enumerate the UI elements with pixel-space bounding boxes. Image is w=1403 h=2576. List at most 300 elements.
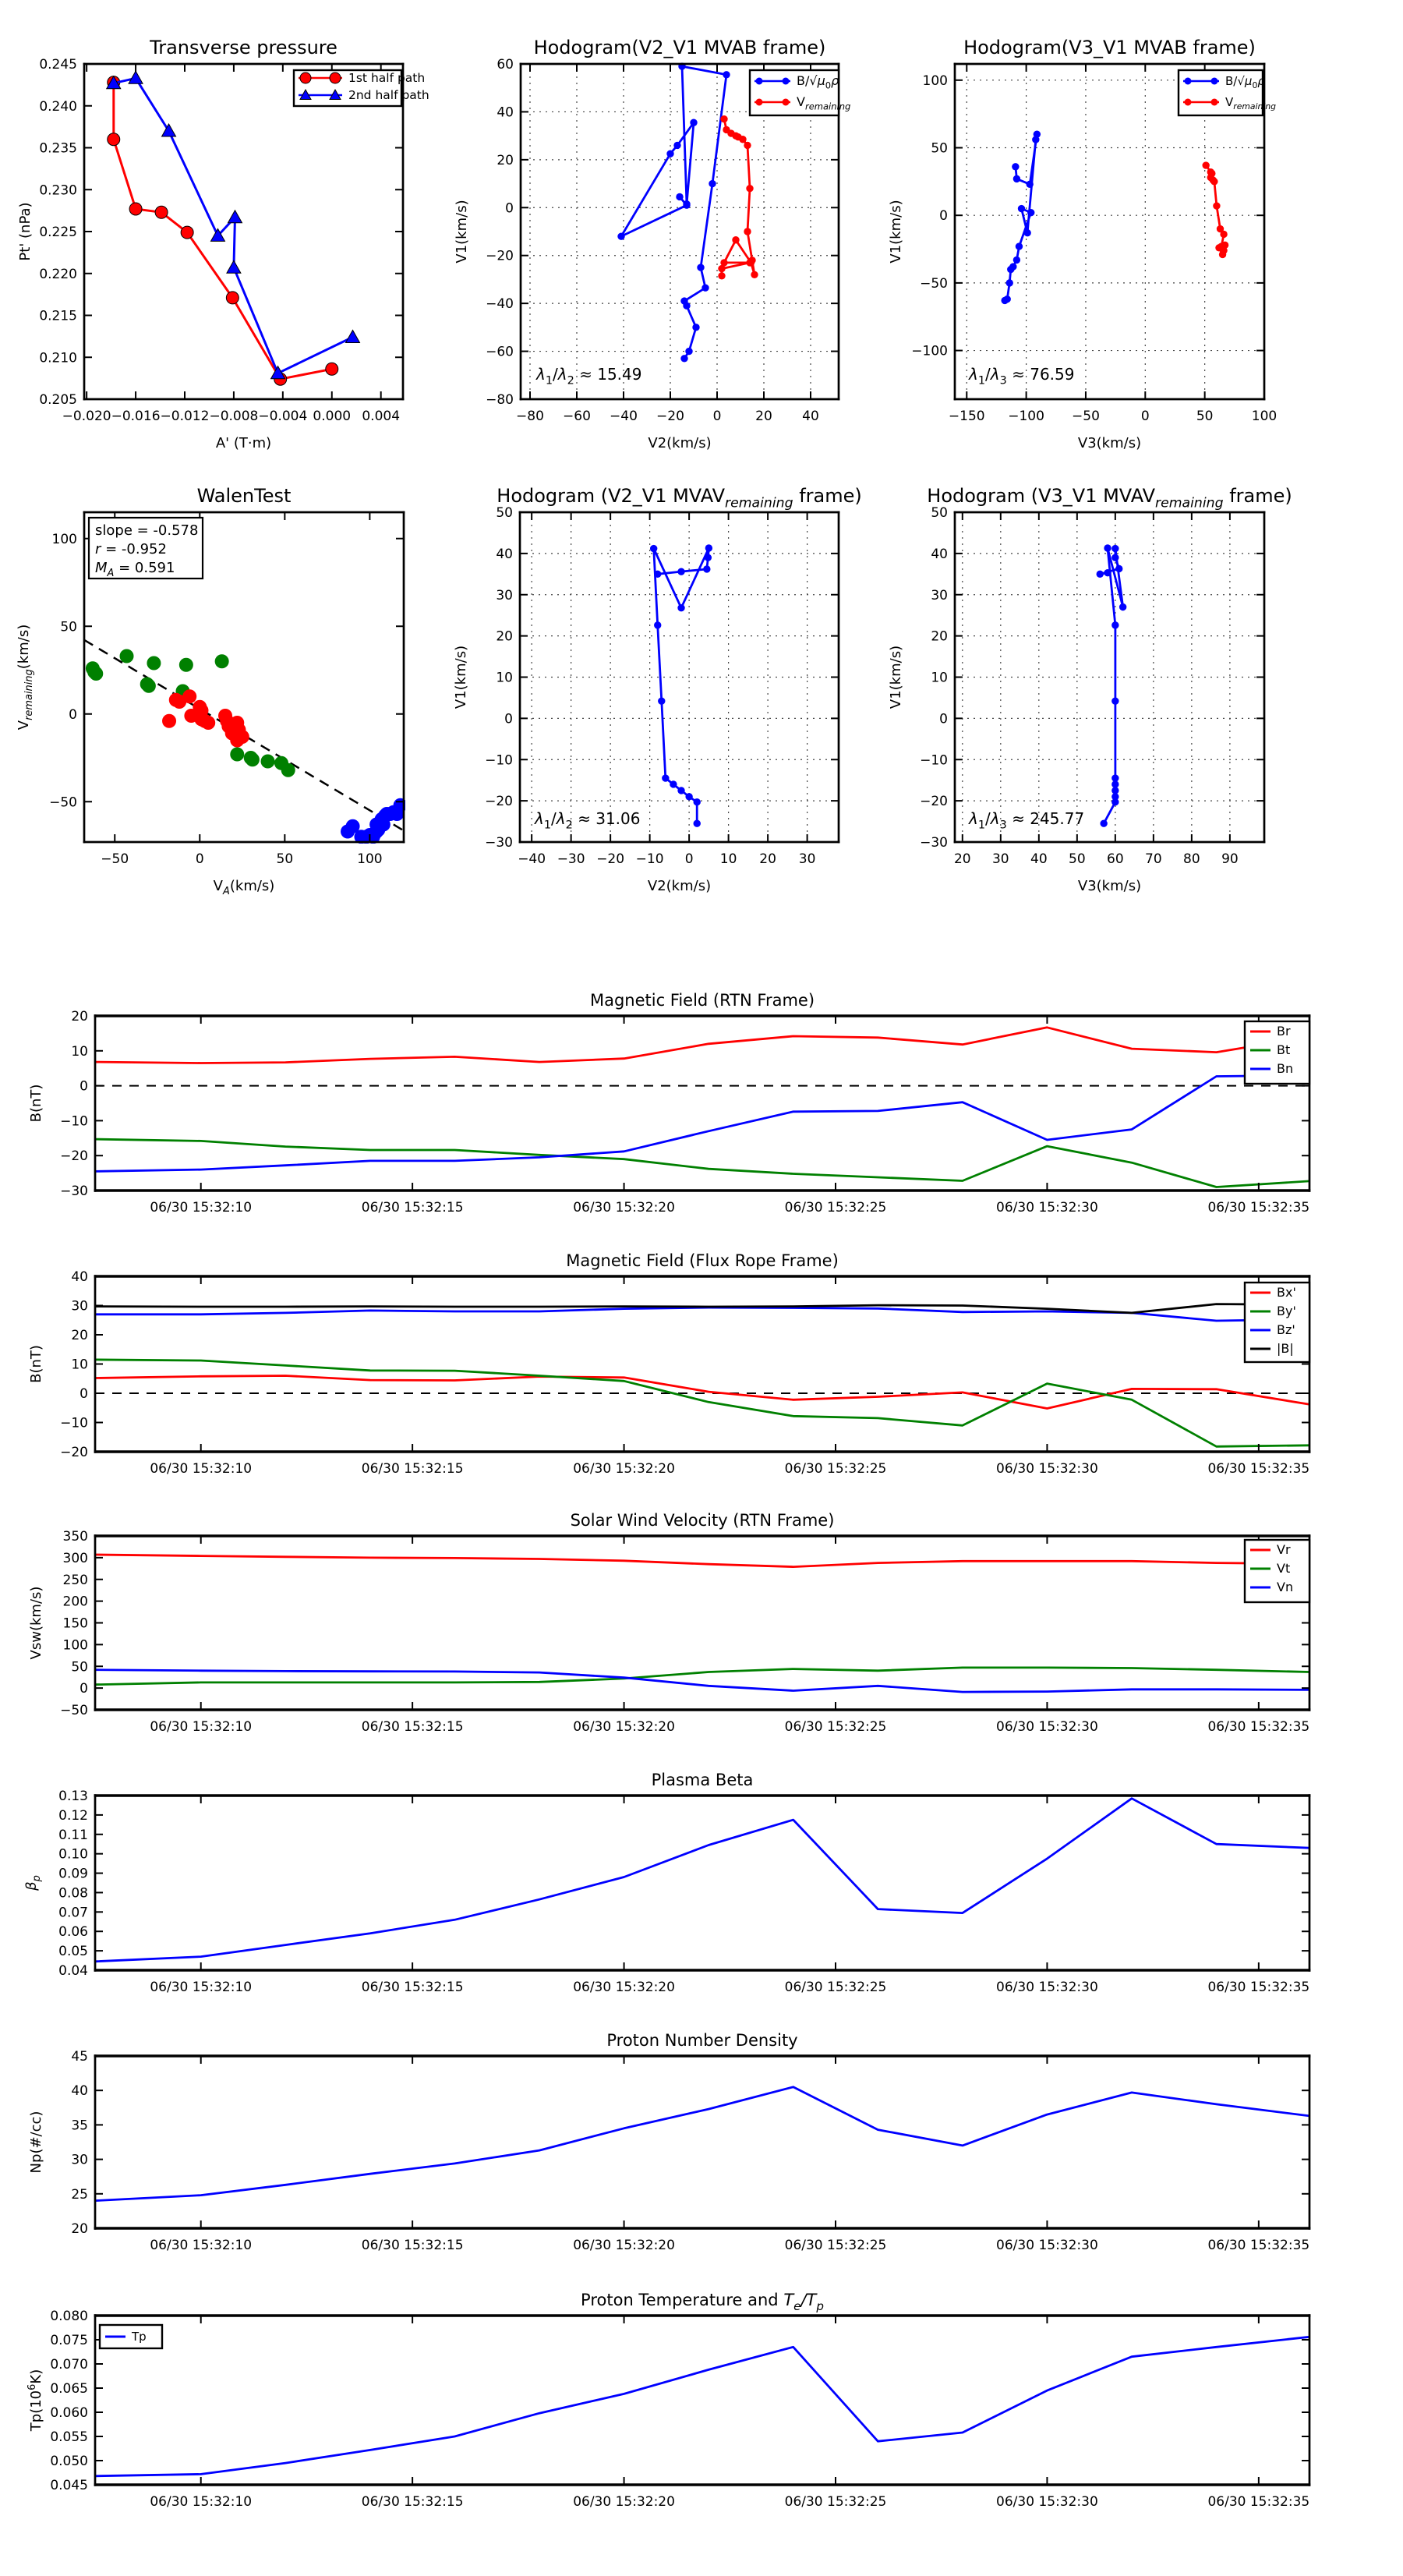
x-tick-label: 06/30 15:32:25 [784,2238,887,2253]
x-tick-label: 06/30 15:32:20 [573,1980,675,1995]
y-tick-label: −10 [60,1415,88,1431]
x-tick-label: 0.000 [313,409,352,424]
y-tick-label: 40 [71,2083,88,2100]
legend-marker [756,78,763,85]
y-tick-label: 20 [71,2221,88,2237]
data-point [744,228,751,235]
data-point [692,324,699,331]
data-point [1016,242,1023,249]
chart-title-mag-rtn: Magnetic Field (RTN Frame) [589,991,815,1010]
data-point [227,260,241,273]
x-tick-label: −150 [948,409,985,424]
y-tick-label: −20 [60,1445,88,1460]
series-line-second-half [114,78,353,373]
data-point [1104,544,1111,551]
x-axis-label: A' (T·m) [215,435,272,451]
y-tick-label: 25 [71,2186,88,2203]
series-path [650,544,712,827]
x-tick-label: 06/30 15:32:20 [573,1200,675,1215]
x-tick-label: −0.012 [160,409,210,424]
chart-title-mag-fluxrope: Magnetic Field (Flux Rope Frame) [566,1251,839,1270]
data-point [676,193,683,200]
y-tick-label: 0.210 [39,350,77,366]
data-point [246,752,260,766]
x-tick-label: 06/30 15:32:10 [150,1200,253,1215]
data-point [1111,545,1119,552]
x-axis-label: $V_A(km/s)$ [213,878,275,898]
chart-hodogram-v2v1-mvab [454,37,850,451]
x-tick-label: 06/30 15:32:15 [361,1719,464,1735]
series-np [95,2087,1309,2201]
x-axis-label: V2(km/s) [648,435,712,451]
y-tick-label: 10 [71,1357,88,1373]
series-line-vr [95,1555,1309,1567]
y-tick-label: 0.060 [50,2405,88,2421]
y-axis-label: Pt' (nPa) [17,202,34,261]
x-tick-label: 06/30 15:32:25 [784,2494,887,2510]
y-axis-label: B(nT) [28,1345,44,1383]
y-tick-label: 0.220 [39,266,77,282]
x-tick-label: 06/30 15:32:10 [150,1461,253,1477]
data-point [182,689,196,703]
series-line-beta-p [95,1799,1309,1962]
series-bz-prime [95,1307,1309,1321]
annotation: $\lambda_1/\lambda_3 \approx 245.77$ [969,809,1085,832]
data-point [1026,181,1033,188]
y-tick-label: 250 [62,1572,88,1588]
y-tick-label: 0.080 [50,2309,88,2324]
data-point [1013,257,1020,264]
y-tick-label: 0.065 [50,2381,88,2397]
x-tick-label: 06/30 15:32:35 [1207,1719,1310,1735]
y-tick-label: 100 [51,531,77,547]
x-axis-label: V2(km/s) [647,878,712,894]
legend-label: Vn [1277,1580,1294,1594]
y-tick-label: 0.070 [50,2357,88,2373]
series-bn [95,1075,1309,1171]
data-point [179,658,193,672]
legend-label: 1st half path [348,71,426,85]
y-axis-label: V1(km/s) [454,200,470,264]
y-tick-label: 0.12 [58,1807,88,1824]
data-point [702,284,709,291]
data-point [1220,231,1227,238]
chart-title-proton-density: Proton Number Density [606,2031,798,2050]
data-point [680,355,687,362]
chart-title-plasma-beta: Plasma Beta [651,1771,754,1789]
data-point [705,554,712,561]
y-tick-label: 0.08 [58,1885,88,1902]
data-point [658,697,665,704]
data-point [670,780,677,787]
x-axis-label: V3(km/s) [1077,878,1142,894]
chart-hodogram-v2v1-mvav [453,485,862,894]
data-point [718,272,725,279]
legend-label: Bn [1277,1061,1294,1076]
y-tick-label: −40 [486,296,514,313]
x-tick-label: −0.016 [111,409,161,424]
series-beta-p [95,1799,1309,1962]
x-tick-label: 50 [276,851,294,867]
y-tick-label: 0.050 [50,2454,88,2469]
data-point [129,71,143,83]
data-point [1220,247,1227,254]
y-tick-label: 0.215 [39,308,77,324]
y-tick-label: 0.11 [58,1827,88,1843]
x-tick-label: 06/30 15:32:10 [150,2494,253,2510]
data-point [108,133,120,146]
y-tick-label: 50 [931,140,948,157]
chart-title-hodogram-v2v1-mvav: Hodogram (V2_V1 $MVAV_{remaining}$ frame) [497,485,862,511]
x-tick-label: −50 [1072,409,1100,424]
x-tick-label: 06/30 15:32:30 [996,1200,1098,1215]
x-tick-label: −0.020 [62,409,111,424]
legend-label: Vr [1277,1542,1291,1557]
data-point [732,236,739,243]
y-tick-label: 100 [922,73,948,89]
data-point [162,124,176,136]
data-point [1027,209,1034,216]
chart-hodogram-v3v1-mvab [888,37,1277,451]
x-tick-label: 0.004 [362,409,401,424]
series-b-field [617,62,730,362]
data-point [677,604,684,611]
chart-walen-test [16,485,408,897]
x-tick-label: 70 [1145,851,1162,867]
data-point [1202,161,1209,168]
annotation: $\lambda_1/\lambda_3 \approx 76.59$ [969,365,1075,387]
data-point [261,755,275,769]
legend-velocity-rtn [1245,1540,1309,1602]
y-tick-label: 30 [71,1298,88,1315]
y-tick-label: 0.09 [58,1866,88,1882]
series-line-bz-prime [95,1307,1309,1321]
x-tick-label: −100 [1008,409,1044,424]
data-point [281,763,295,777]
y-tick-label: 0.235 [39,140,77,157]
y-tick-label: −10 [920,752,948,769]
series-vr [95,1555,1309,1567]
chart-title-hodogram-v2v1-mvab: Hodogram(V2_V1 MVAB frame) [533,37,826,58]
y-tick-label: 0 [80,1386,88,1402]
series-second-half [107,71,360,378]
data-point [746,259,753,266]
y-tick-label: 20 [71,1009,88,1024]
data-point [120,649,134,663]
annotation: $M_A = 0.591$ [95,560,175,580]
data-point [694,798,701,805]
y-tick-label: 50 [60,619,77,635]
data-point [709,180,716,187]
data-point [739,136,746,143]
data-point [1007,266,1014,273]
y-tick-label: −10 [60,1113,88,1130]
x-tick-label: 06/30 15:32:30 [996,1461,1098,1477]
x-tick-label: 60 [1107,851,1124,867]
x-tick-label: 06/30 15:32:15 [361,1980,464,1995]
y-tick-label: 300 [62,1550,88,1566]
data-point [662,774,669,781]
x-tick-label: −0.004 [258,409,308,424]
legend-label: Br [1277,1024,1291,1039]
data-point [1023,229,1030,236]
y-tick-label: 0 [80,1078,88,1095]
y-tick-label: 50 [931,505,948,521]
y-tick-label: 20 [497,152,514,168]
series-line-br [95,1028,1309,1063]
x-tick-label: 06/30 15:32:25 [784,1461,887,1477]
y-tick-label: −30 [60,1184,88,1199]
x-tick-label: 0 [712,409,722,424]
x-tick-label: 06/30 15:32:35 [1207,2494,1310,2510]
y-tick-label: 0 [69,706,77,723]
legend-marker [330,73,341,83]
y-tick-label: 50 [496,505,513,521]
legend-marker [783,78,790,85]
y-axis-label: V1(km/s) [888,200,904,264]
x-tick-label: −50 [101,851,129,867]
y-tick-label: 35 [71,2118,88,2134]
data-point [677,787,684,794]
data-point [723,71,730,78]
legend-marker [783,99,790,106]
data-point [155,206,168,218]
data-point [1018,205,1025,212]
y-tick-label: −50 [49,794,77,811]
y-tick-label: 10 [931,670,948,686]
data-point [346,330,360,342]
series-line-tp [95,2337,1309,2476]
data-point [142,679,156,693]
x-tick-label: 20 [755,409,772,424]
y-tick-label: 20 [496,628,513,645]
x-tick-label: −0.008 [209,409,259,424]
legend-marker [300,73,311,83]
data-point [1006,279,1013,286]
y-tick-label: 30 [496,587,513,603]
y-tick-label: 0 [939,208,948,225]
data-point [1012,163,1019,170]
data-point [690,119,697,126]
x-tick-label: −40 [518,851,546,867]
y-tick-label: 10 [496,670,513,686]
series-line-bx-prime [95,1376,1309,1409]
x-tick-label: 100 [357,851,383,867]
x-tick-label: −20 [656,409,684,424]
y-tick-label: 100 [62,1637,88,1654]
x-tick-label: 06/30 15:32:15 [361,1200,464,1215]
x-tick-label: 06/30 15:32:20 [573,1719,675,1735]
y-tick-label: −10 [485,752,513,769]
legend-label: 2nd half path [348,88,429,102]
y-tick-label: 10 [71,1043,88,1060]
data-point [744,142,751,149]
y-axis-label: Vsw(km/s) [28,1586,44,1660]
x-tick-label: 06/30 15:32:30 [996,2238,1098,2253]
legend-label: Tp [132,2330,147,2344]
series-line-path [1100,548,1123,823]
x-tick-label: 30 [798,851,816,867]
x-tick-label: 06/30 15:32:35 [1207,1200,1310,1215]
data-point [1001,297,1008,304]
legend-label: By' [1277,1304,1296,1318]
y-tick-label: 0.13 [58,1789,88,1804]
data-point [746,185,753,192]
series-tp [95,2337,1309,2476]
data-point [228,211,242,223]
x-tick-label: 06/30 15:32:20 [573,2494,675,2510]
data-point [694,820,701,827]
y-tick-label: −20 [486,248,514,264]
data-point [683,303,690,310]
y-axis-label: $Tp(10^6K)$ [27,2369,44,2432]
chart-plasma-beta [23,1771,1310,1995]
annotation: r = -0.952 [95,541,167,557]
y-tick-label: −20 [485,794,513,810]
series-line-b-field [621,66,726,359]
data-point [718,265,725,272]
x-tick-label: 06/30 15:32:35 [1207,2238,1310,2253]
x-tick-label: −40 [610,409,638,424]
y-tick-label: 0.045 [50,2478,88,2493]
data-point [1119,603,1126,610]
y-tick-label: −50 [60,1703,88,1718]
legend-label: Vt [1277,1561,1291,1576]
y-tick-label: 30 [71,2152,88,2168]
y-tick-label: 0.10 [58,1846,88,1863]
y-tick-label: 20 [931,628,948,645]
data-point [394,798,408,812]
legend-marker [1185,78,1192,85]
legend-label: $B/√\mu_0\rho$ [797,73,839,91]
x-axis-label: V3(km/s) [1077,435,1142,451]
series-line-b-field [1005,134,1037,300]
data-point [650,545,657,552]
legend-hodogram-v2v1-mvab [750,70,850,115]
annotation: $\lambda_1/\lambda_2 \approx 15.49$ [536,365,642,387]
data-point [1213,202,1220,209]
legend-proton-temp [100,2325,162,2348]
data-point [147,656,161,671]
x-tick-label: 06/30 15:32:15 [361,2238,464,2253]
x-tick-label: 06/30 15:32:10 [150,1980,253,1995]
x-tick-label: 06/30 15:32:15 [361,1461,464,1477]
y-tick-label: −100 [911,343,948,359]
x-tick-label: −10 [635,851,664,867]
data-point [215,654,229,668]
y-tick-label: −60 [486,344,514,360]
x-tick-label: −30 [557,851,585,867]
y-tick-label: 350 [62,1529,88,1545]
y-tick-label: 0.245 [39,57,77,73]
y-tick-label: 0.075 [50,2333,88,2348]
chart-mag-rtn [28,991,1310,1215]
y-tick-label: 20 [71,1328,88,1343]
x-tick-label: 40 [1030,851,1048,867]
y-tick-label: −20 [60,1148,88,1165]
data-point [1111,621,1119,628]
data-point [1104,569,1111,576]
y-tick-label: 0.225 [39,225,77,240]
y-tick-label: −30 [485,835,513,851]
series-line-path [654,548,709,823]
chart-title-hodogram-v3v1-mvab: Hodogram(V3_V1 MVAB frame) [963,37,1256,58]
x-tick-label: 30 [991,851,1009,867]
x-tick-label: 06/30 15:32:25 [784,1980,887,1995]
y-tick-label: 40 [931,546,948,562]
series-red-points [162,689,249,747]
annotation: slope = -0.578 [95,522,199,539]
legend-hodogram-v3v1-mvab [1179,70,1276,115]
data-point [677,568,684,575]
x-tick-label: 0 [195,851,204,867]
chart-hodogram-v3v1-mvav [888,485,1292,894]
x-tick-label: 06/30 15:32:20 [573,2238,675,2253]
data-point [1097,571,1104,578]
data-point [1100,820,1107,827]
x-tick-label: 06/30 15:32:30 [996,2494,1098,2510]
y-axis-label: Np(#/cc) [28,2111,44,2174]
x-tick-label: 90 [1221,851,1239,867]
x-tick-label: 20 [953,851,971,867]
y-axis-label: V1(km/s) [888,645,904,709]
data-point [162,714,176,728]
series-bt [95,1139,1309,1187]
data-point [129,203,142,215]
legend-label: $V_{remaining}$ [1225,95,1277,112]
chart-title-hodogram-v3v1-mvav: Hodogram (V3_V1 $MVAV_{remaining}$ frame) [927,485,1292,511]
legend-mag-fluxrope [1245,1283,1309,1362]
x-tick-label: 06/30 15:32:35 [1207,1461,1310,1477]
x-tick-label: 20 [759,851,776,867]
y-axis-label: $V_{remaining}(km/s)$ [16,624,36,731]
y-tick-label: 45 [71,2049,88,2065]
chart-proton-temp [27,2291,1310,2510]
legend-label: $V_{remaining}$ [797,94,851,112]
x-tick-label: −60 [563,409,591,424]
y-tick-label: 50 [71,1659,88,1675]
series-line-bn [95,1075,1309,1171]
data-point [617,232,624,239]
series-line-np [95,2087,1309,2201]
data-point [654,571,661,578]
x-tick-label: 06/30 15:32:25 [784,1719,887,1735]
chart-mag-fluxrope [28,1251,1310,1477]
series-by-prime [95,1360,1309,1446]
y-tick-label: 40 [497,104,514,121]
legend-transverse-pressure [294,70,429,106]
x-tick-label: 06/30 15:32:25 [784,1200,887,1215]
data-point [705,544,712,551]
data-point [226,292,239,304]
y-tick-label: −50 [920,275,948,292]
data-point [685,348,692,355]
y-axis-label: B(nT) [28,1084,44,1123]
data-point [685,793,692,800]
y-tick-label: 0.205 [39,392,77,408]
x-tick-label: 06/30 15:32:35 [1207,1980,1310,1995]
x-tick-label: 40 [802,409,819,424]
legend-label: Bx' [1277,1285,1296,1300]
data-point [654,621,661,628]
chart-title-proton-temp: Proton Temperature and $T_e/T_p$ [581,2291,824,2313]
data-point [1115,565,1122,572]
data-point [230,748,244,762]
x-tick-label: 80 [1183,851,1200,867]
data-point [326,363,338,375]
x-tick-label: 0 [684,851,694,867]
series-v-remaining [1202,161,1228,258]
